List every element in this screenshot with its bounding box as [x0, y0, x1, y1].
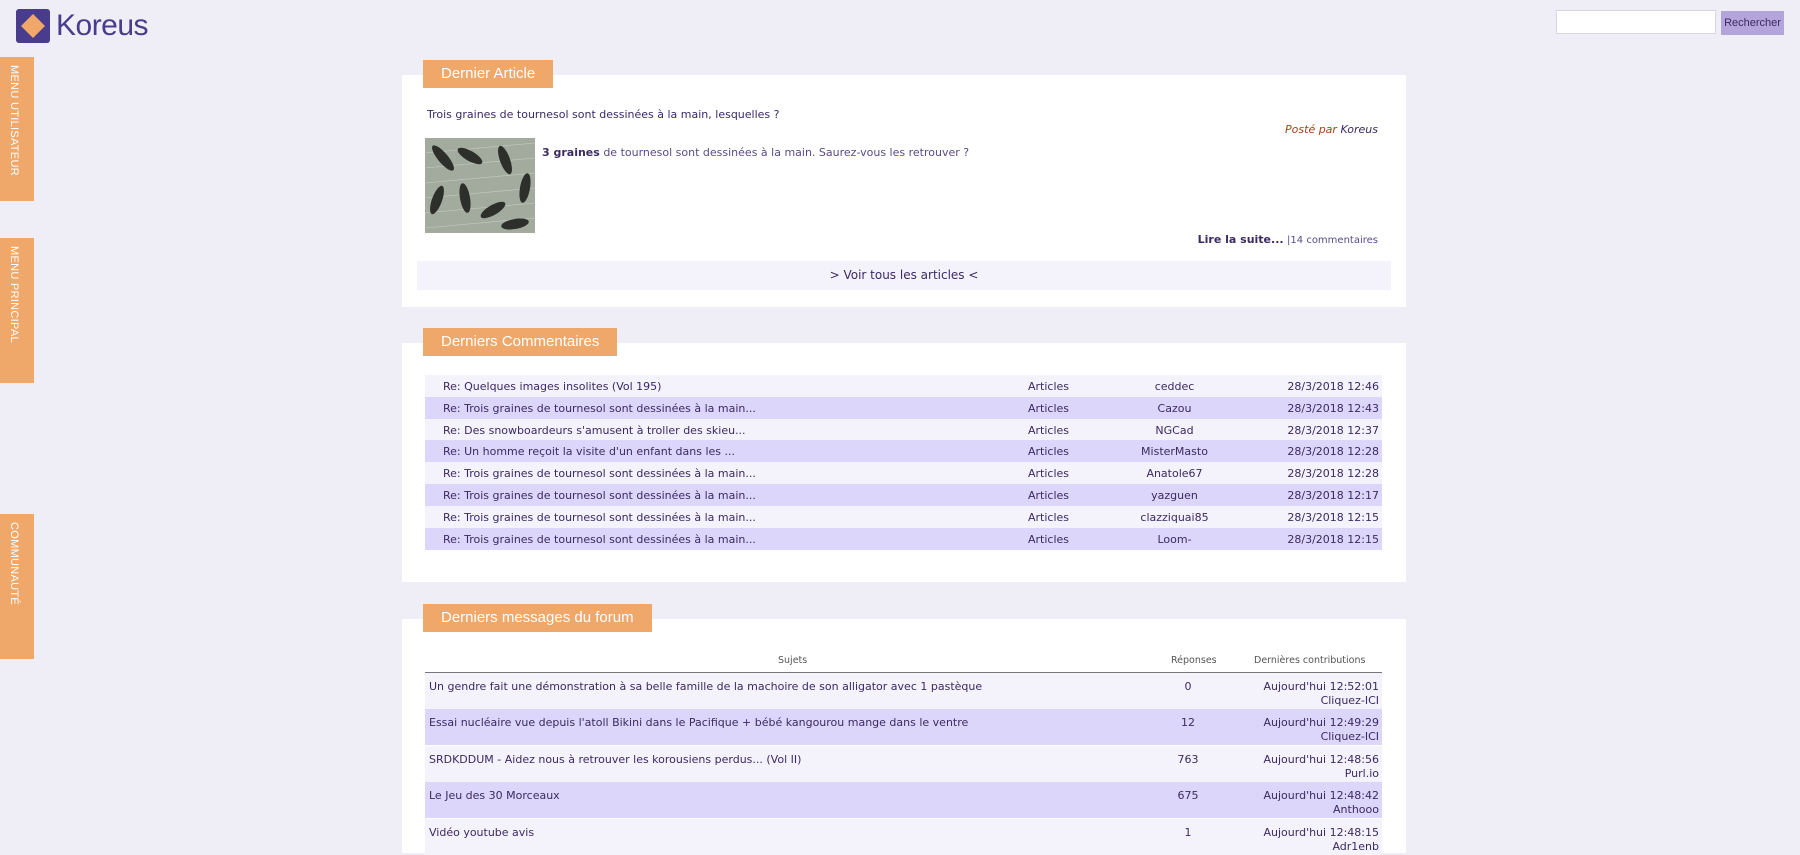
comment-date: 28/3/2018 12:28 — [1287, 445, 1379, 459]
comment-title-link[interactable]: Re: Trois graines de tournesol sont dessinées à la main... — [443, 467, 756, 481]
posted-by-label: Posté par — [1285, 123, 1337, 136]
forum-last-user-link[interactable]: Cliquez-ICI — [1320, 694, 1379, 707]
forum-last-date: Aujourd'hui 12:52:01 — [1263, 680, 1379, 693]
comment-type-link[interactable]: Articles — [1028, 401, 1070, 415]
logo-text: Koreus — [56, 9, 149, 42]
forum-topic-link[interactable]: Vidéo youtube avis — [429, 825, 535, 839]
article-section-heading: Dernier Article — [423, 60, 553, 88]
comment-user-link[interactable]: clazziquai85 — [1140, 510, 1209, 524]
side-tab-community[interactable] — [0, 514, 34, 659]
side-tab-label: MENU PRINCIPAL — [8, 246, 20, 343]
forum-row — [425, 709, 1382, 745]
comment-title-link[interactable]: Re: Trois graines de tournesol sont dessinées à la main... — [443, 532, 756, 546]
forum-last-user-link[interactable]: Purl.io — [1344, 766, 1379, 780]
forum-topic-link[interactable]: Le Jeu des 30 Morceaux — [429, 789, 560, 803]
comment-user-link[interactable]: Loom- — [1157, 532, 1192, 546]
comment-type-link[interactable]: Articles — [1028, 532, 1070, 546]
comment-user-link[interactable]: yazguen — [1151, 489, 1198, 502]
subjects-column-header: Sujets — [778, 655, 808, 666]
comment-date: 28/3/2018 12:17 — [1287, 489, 1379, 502]
search-input[interactable] — [1556, 10, 1716, 34]
comment-row — [425, 462, 1382, 484]
forum-table-header — [425, 648, 1382, 673]
comment-user-link[interactable]: MisterMasto — [1141, 445, 1208, 459]
forum-last-user-link[interactable]: Cliquez-ICI — [1320, 730, 1379, 744]
forum-last-user-link[interactable]: Adr1enb — [1332, 839, 1379, 853]
forum-last-date: Aujourd'hui 12:48:42 — [1263, 789, 1379, 803]
forum-row — [425, 819, 1382, 855]
comment-user-link[interactable]: ceddec — [1154, 380, 1195, 393]
forum-last-user-link[interactable]: Anthooo — [1333, 803, 1379, 817]
article-thumbnail[interactable] — [425, 138, 535, 233]
comment-title-link[interactable]: Re: Trois graines de tournesol sont dessinées à la main... — [443, 489, 756, 502]
last-contributions-column-header: Dernières contributions — [1254, 655, 1366, 666]
comment-title-link[interactable]: Re: Trois graines de tournesol sont dessinées à la main... — [443, 510, 756, 524]
forum-last-date: Aujourd'hui 12:48:56 — [1263, 752, 1379, 766]
comment-type-link[interactable]: Articles — [1028, 467, 1070, 481]
comment-user-link[interactable]: NGCad — [1155, 423, 1194, 437]
search-button[interactable]: Rechercher — [1721, 11, 1784, 35]
all-articles-link[interactable]: > Voir tous les articles < — [417, 261, 1391, 290]
sunflower-seeds-image — [425, 138, 535, 233]
koreus-logo-icon — [16, 9, 50, 43]
side-tab-label: MENU UTILISATEUR — [8, 65, 20, 176]
forum-replies-count: 1 — [1184, 825, 1192, 839]
forum-row — [425, 782, 1382, 818]
posted-by-user[interactable]: Koreus — [1340, 123, 1378, 136]
replies-column-header: Réponses — [1171, 655, 1217, 666]
forum-last-date: Aujourd'hui 12:48:15 — [1263, 825, 1379, 839]
read-more-link[interactable]: Lire la suite... — [1197, 233, 1284, 246]
forum-last-date: Aujourd'hui 12:49:29 — [1263, 716, 1379, 730]
comment-row — [425, 506, 1382, 528]
comment-row — [425, 419, 1382, 441]
forum-replies-count: 675 — [1177, 789, 1199, 803]
forum-topic-link[interactable]: Essai nucléaire vue depuis l'atoll Bikini dans le Pacifique + bébé kangourou mange dans le ventre — [429, 716, 969, 730]
forum-row — [425, 746, 1382, 782]
comment-title-link[interactable]: Re: Trois graines de tournesol sont dessinées à la main... — [443, 401, 756, 415]
comment-title-link[interactable]: Re: Des snowboardeurs s'amusent à troller des skieu... — [443, 423, 746, 437]
comment-row — [425, 375, 1382, 397]
comment-date: 28/3/2018 12:15 — [1287, 532, 1379, 546]
comment-date: 28/3/2018 12:15 — [1287, 510, 1379, 524]
comment-title-link[interactable]: Re: Un homme reçoit la visite d'un enfant dans les ... — [443, 445, 735, 459]
comment-row — [425, 528, 1382, 550]
article-title[interactable]: Trois graines de tournesol sont dessinées à la main, lesquelles ? — [427, 108, 780, 121]
comment-row — [425, 484, 1382, 506]
forum-replies-count: 0 — [1184, 680, 1192, 693]
comment-type-link[interactable]: Articles — [1028, 510, 1070, 524]
forum-topic-link[interactable]: Un gendre fait une démonstration à sa belle famille de la machoire de son alligator avec 1 pastèque — [429, 680, 983, 693]
site-logo[interactable] — [16, 9, 148, 43]
side-tab-main-menu[interactable] — [0, 238, 34, 383]
comment-type-link[interactable]: Articles — [1028, 489, 1070, 502]
comments-count-link[interactable]: |14 commentaires — [1287, 235, 1378, 246]
forum-replies-count: 12 — [1181, 716, 1195, 730]
posted-by — [1285, 123, 1378, 136]
forum-section-heading: Derniers messages du forum — [423, 604, 652, 632]
comment-type-link[interactable]: Articles — [1028, 445, 1070, 459]
forum-replies-count: 763 — [1177, 752, 1199, 766]
comments-section-heading: Derniers Commentaires — [423, 328, 617, 356]
comment-date: 28/3/2018 12:28 — [1287, 467, 1379, 481]
comment-date: 28/3/2018 12:46 — [1287, 380, 1379, 393]
side-tab-label: COMMUNAUTÉ — [8, 522, 20, 606]
comment-date: 28/3/2018 12:37 — [1287, 423, 1379, 437]
comment-title-link[interactable]: Re: Quelques images insolites (Vol 195) — [443, 380, 662, 393]
comment-type-link[interactable]: Articles — [1028, 380, 1070, 393]
comment-date: 28/3/2018 12:43 — [1287, 401, 1379, 415]
article-summary — [542, 146, 969, 159]
read-more-row — [1198, 233, 1378, 246]
comment-row — [425, 440, 1382, 462]
comment-row — [425, 397, 1382, 419]
forum-topic-link[interactable]: SRDKDDUM - Aidez nous à retrouver les korousiens perdus... (Vol II) — [429, 752, 802, 766]
comment-type-link[interactable]: Articles — [1028, 423, 1070, 437]
comment-user-link[interactable]: Cazou — [1157, 401, 1192, 415]
summary-text: de tournesol sont dessinées à la main. Saurez-vous les retrouver ? — [603, 146, 970, 159]
summary-bold: 3 graines — [542, 146, 600, 159]
forum-row — [425, 673, 1382, 709]
side-tab-user-menu[interactable] — [0, 57, 34, 201]
comment-user-link[interactable]: Anatole67 — [1146, 467, 1203, 481]
